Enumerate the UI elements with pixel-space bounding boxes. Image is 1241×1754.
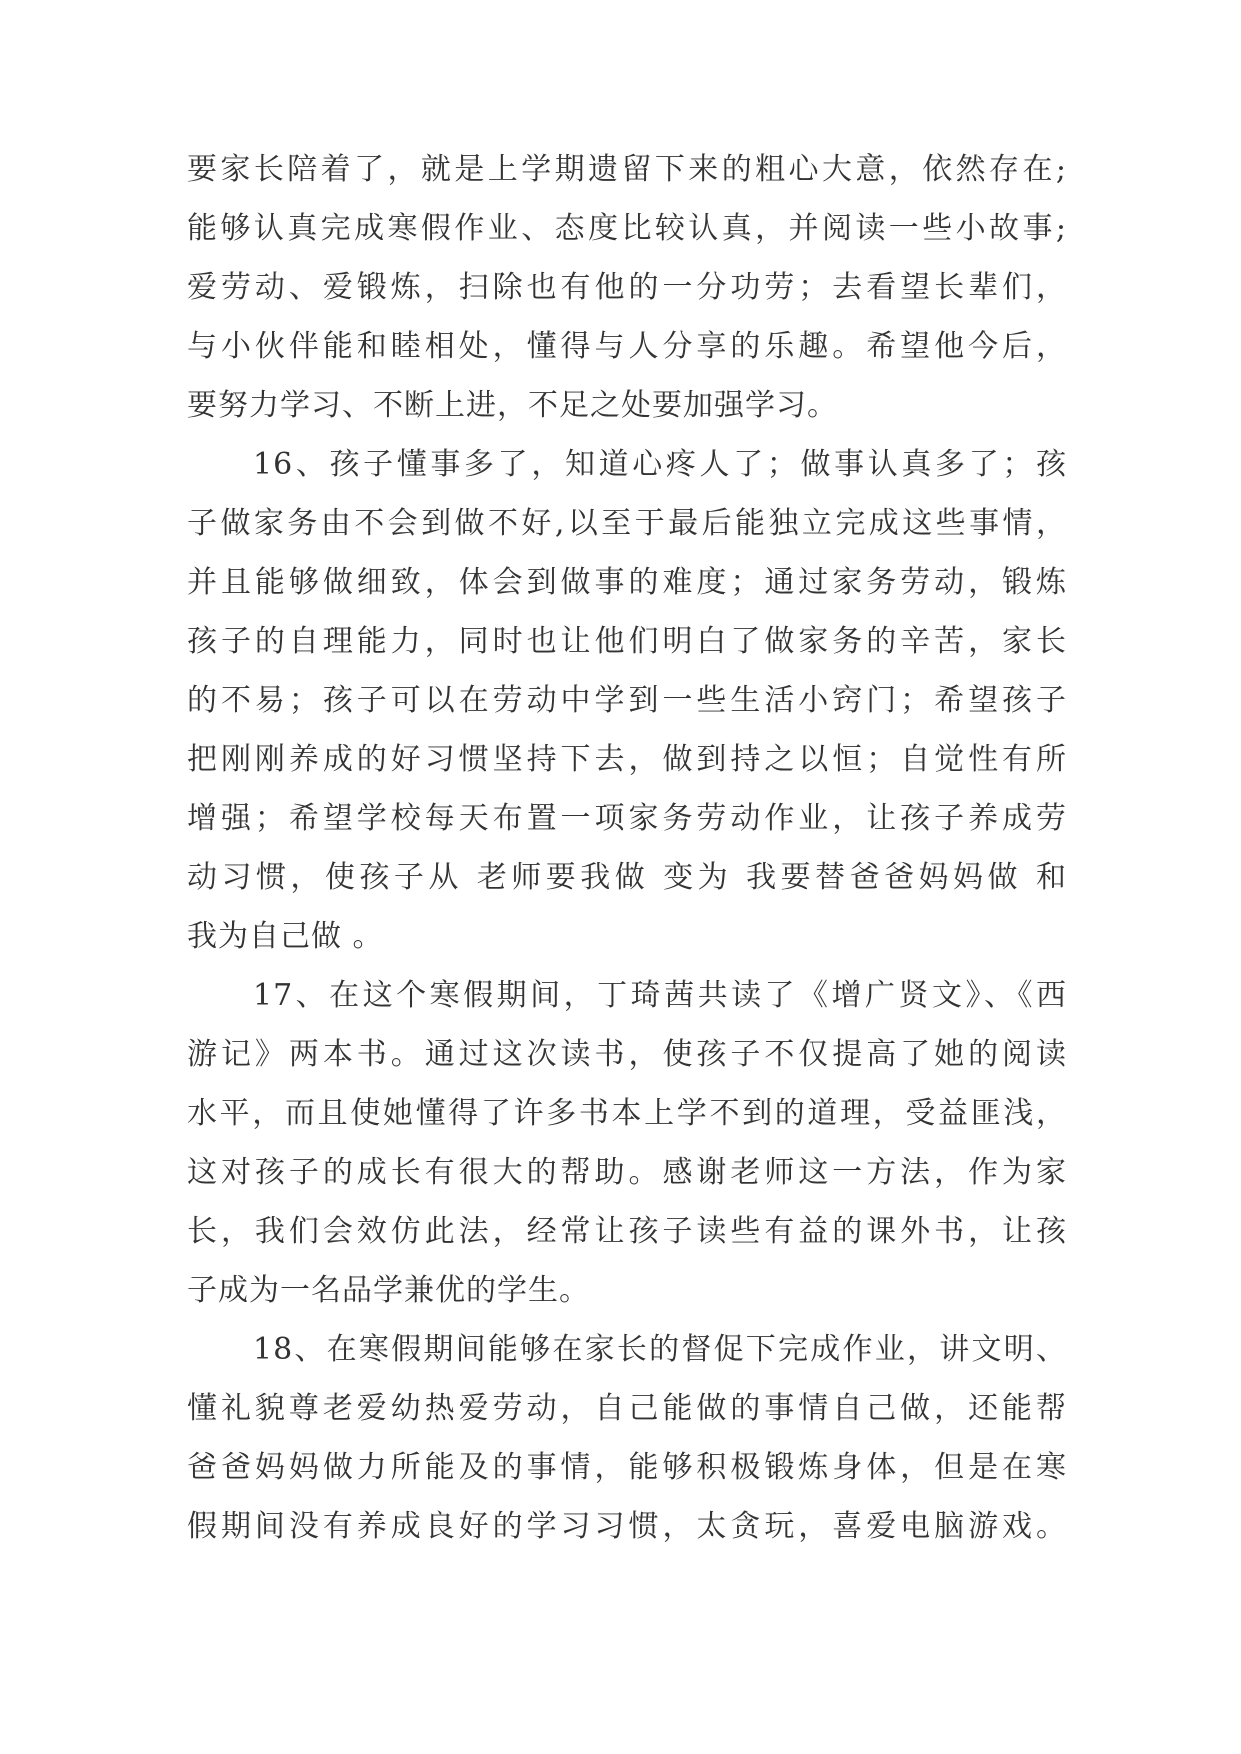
- text-line: 要努力学习、不断上进，不足之处要加强学习。: [187, 388, 838, 423]
- text-line: 要家长陪着了，就是上学期遗留下来的粗心大意，依然存在;: [187, 152, 1067, 187]
- text-line: 的不易；孩子可以在劳动中学到一些生活小窍门；希望孩子: [187, 683, 1067, 718]
- document-body: [187, 140, 1067, 1556]
- text-line: 并且能够做细致，体会到做事的难度；通过家务劳动，锻炼: [187, 565, 1067, 600]
- text-line: 子做家务由不会到做不好,以至于最后能独立完成这些事情，: [187, 506, 1067, 541]
- text-line: 这对孩子的成长有很大的帮助。感谢老师这一方法，作为家: [187, 1155, 1067, 1190]
- text-line: 我为自己做 。: [187, 919, 384, 954]
- text-line: 爱劳动、爱锻炼，扫除也有他的一分功劳；去看望长辈们，: [187, 270, 1067, 305]
- text-line: 假期间没有养成良好的学习习惯，太贪玩，喜爱电脑游戏。: [187, 1509, 1067, 1544]
- text-line: 长，我们会效仿此法，经常让孩子读些有益的课外书，让孩: [187, 1214, 1067, 1249]
- text-line: 懂礼貌尊老爱幼热爱劳动，自己能做的事情自己做，还能帮: [187, 1391, 1067, 1426]
- paragraph-18-start: 18、在寒假期间能够在家长的督促下完成作业，讲文明、: [253, 1332, 1067, 1367]
- text-line: 孩子的自理能力，同时也让他们明白了做家务的辛苦，家长: [187, 624, 1067, 659]
- text-line: 水平，而且使她懂得了许多书本上学不到的道理，受益匪浅，: [187, 1096, 1067, 1131]
- text-line: 把刚刚养成的好习惯坚持下去，做到持之以恒；自觉性有所: [187, 742, 1067, 777]
- paragraph-16-start: 16、孩子懂事多了，知道心疼人了；做事认真多了；孩: [253, 447, 1067, 482]
- paragraph-17-start: 17、在这个寒假期间，丁琦茜共读了《增广贤文》、《西: [253, 978, 1067, 1013]
- text-line: 游记》两本书。通过这次读书，使孩子不仅提高了她的阅读: [187, 1037, 1067, 1072]
- text-line: 动习惯，使孩子从 老师要我做 变为 我要替爸爸妈妈做 和: [187, 860, 1067, 895]
- text-line: 与小伙伴能和睦相处，懂得与人分享的乐趣。希望他今后，: [187, 329, 1067, 364]
- text-line: 增强；希望学校每天布置一项家务劳动作业，让孩子养成劳: [187, 801, 1067, 836]
- text-line: 子成为一名品学兼优的学生。: [187, 1273, 590, 1308]
- text-line: 能够认真完成寒假作业、态度比较认真，并阅读一些小故事;: [187, 211, 1067, 246]
- text-line: 爸爸妈妈做力所能及的事情，能够积极锻炼身体，但是在寒: [187, 1450, 1067, 1485]
